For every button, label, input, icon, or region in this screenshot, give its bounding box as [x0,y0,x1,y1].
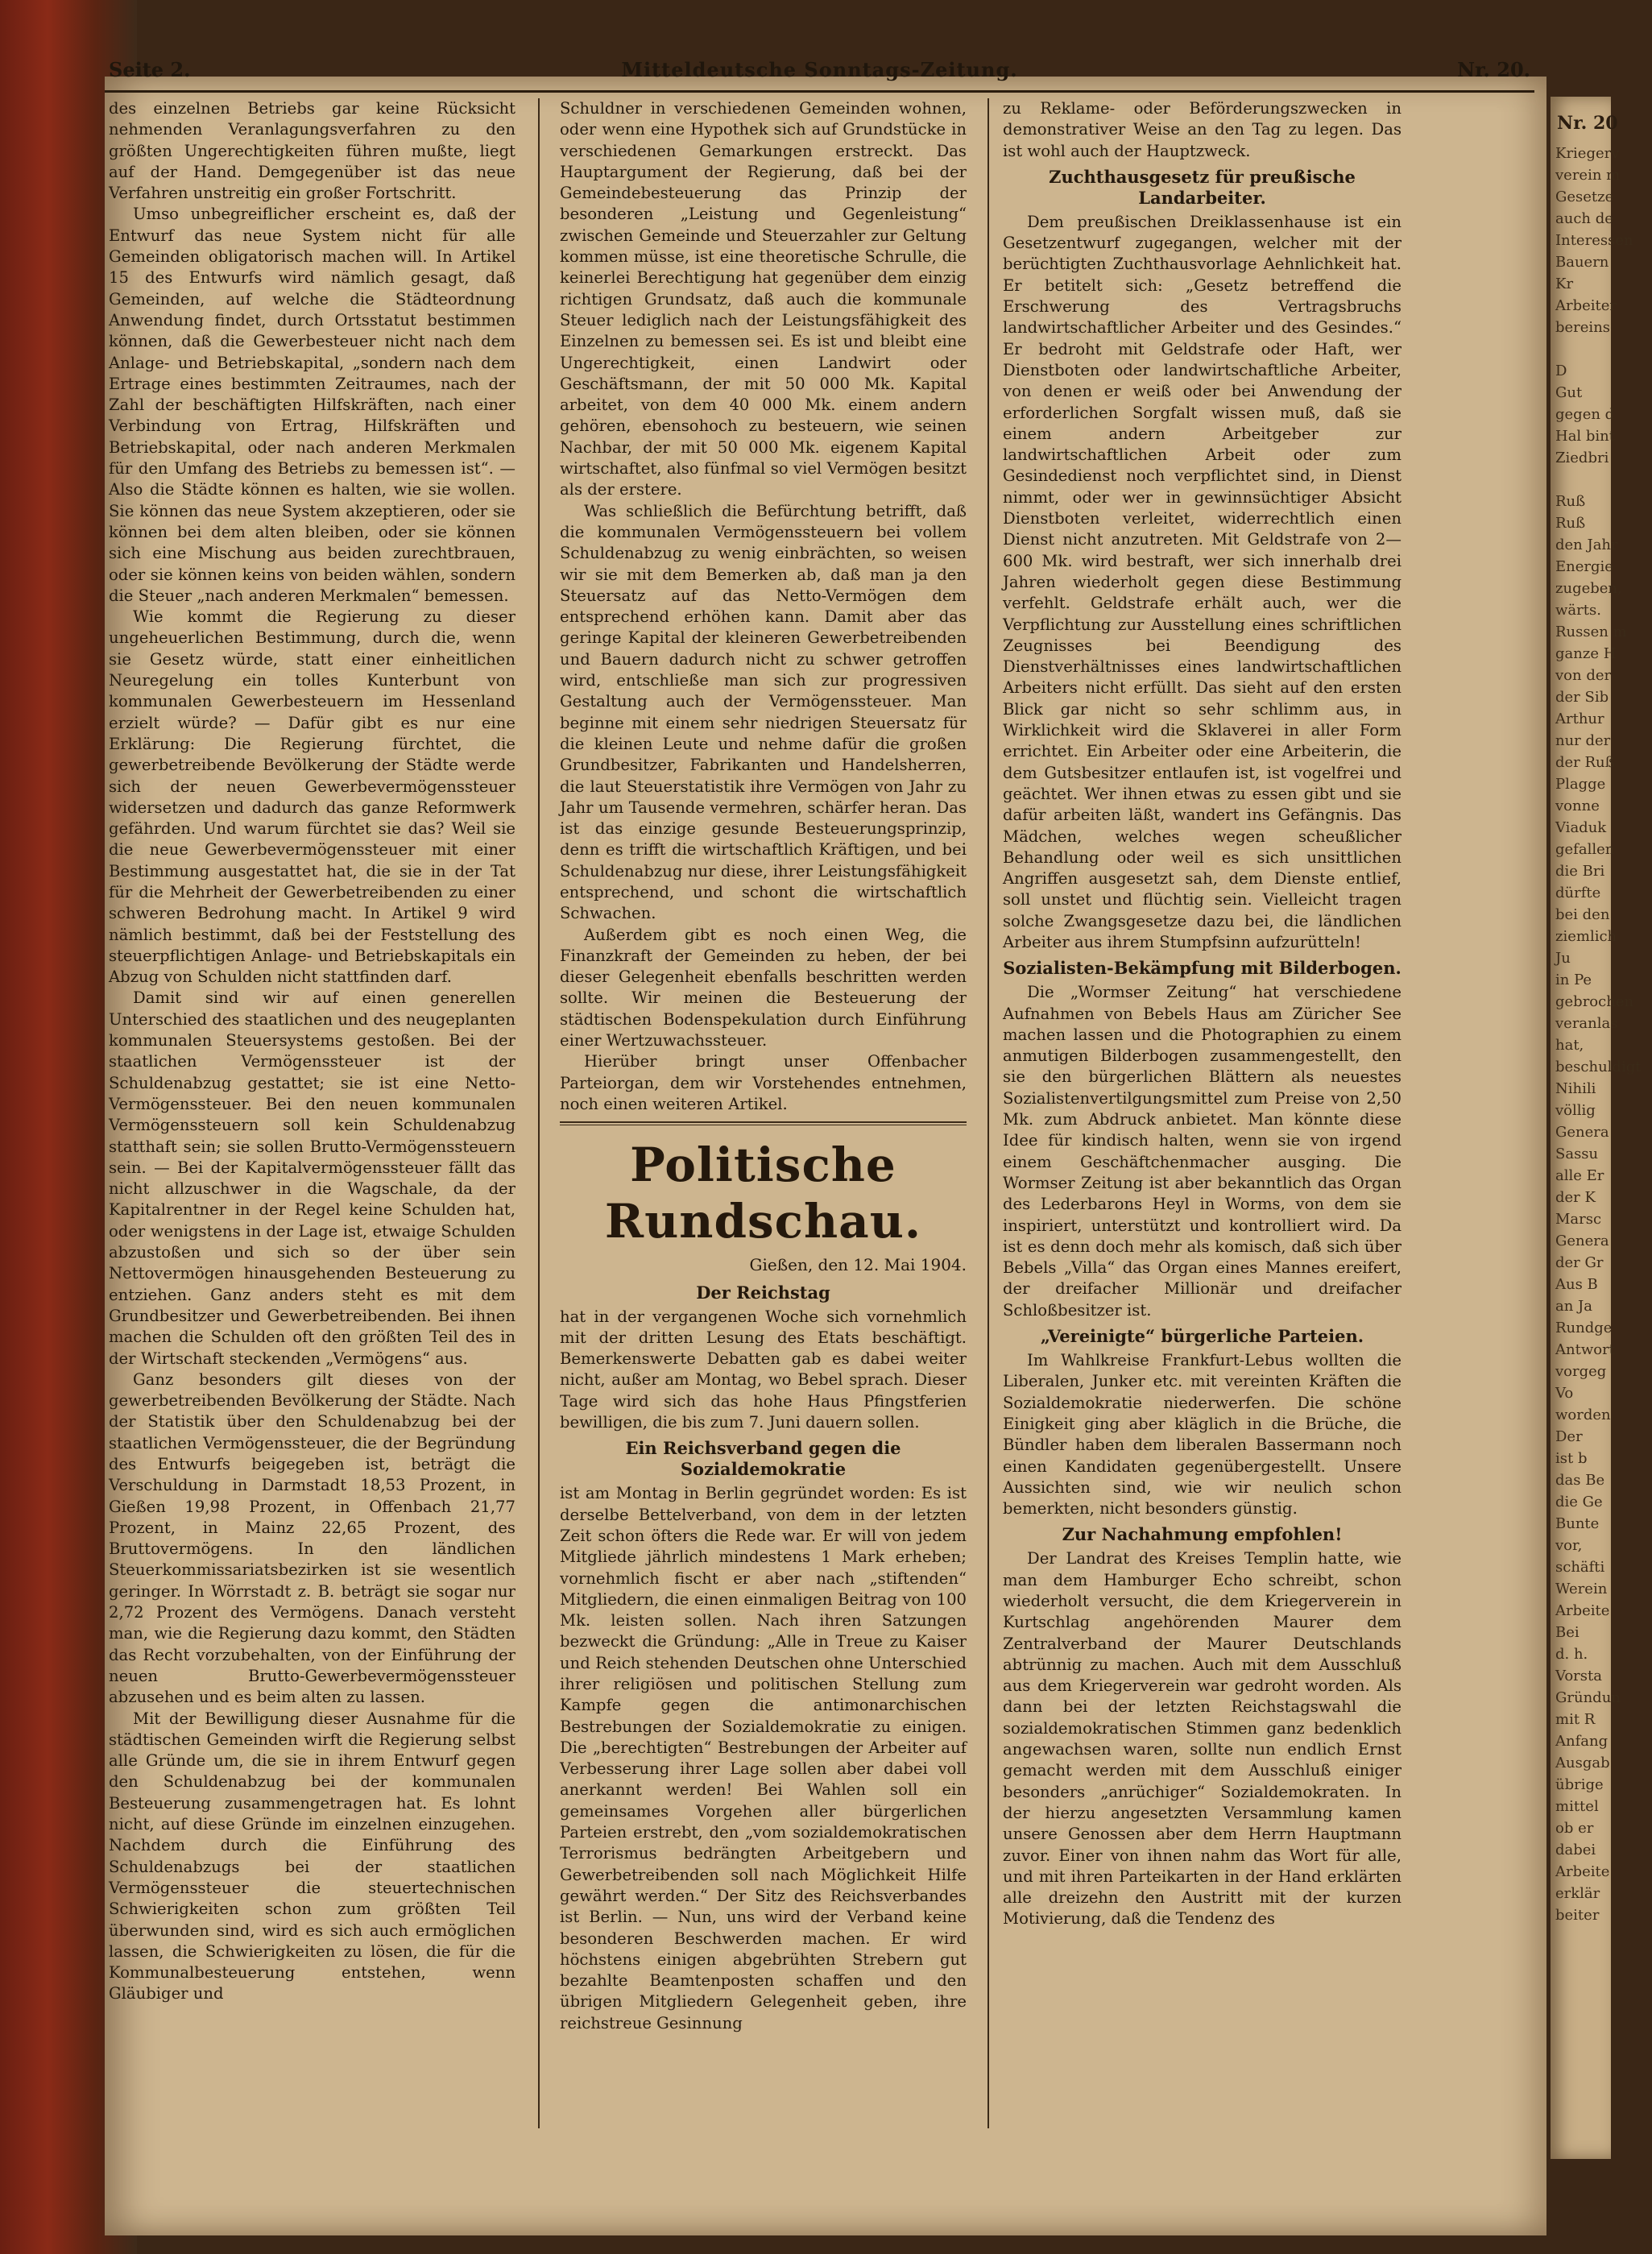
adjacent-page-line: Bunte [1555,1515,1600,1532]
adjacent-page-line: Arbeiter [1555,297,1617,314]
adjacent-page-line: zugeben, [1555,580,1622,597]
header-rule [105,90,1534,93]
paragraph: Ganz besonders gilt dieses von der gewerbetreibenden Bevölkerung der Städte. Nach der Statistik über den Schuldenabzug bei der staatlichen Vermögenssteuer, die der Begründung des Entwurfs beigegeben ist, beträgt die Verschuldung in Darmstadt 18,53 Prozent, in Gießen 19,98 Prozent, in Offenbach 21,77 Prozent, in Mainz 22,65 Prozent, des Bruttovermögens. In den ländlichen Steuerkommissariatsbezirken ist sie wesentlich geringer. In Wörrstadt z. B. beträgt sie sogar nur 2,72 Prozent des Vermögens. Danach versteht man, wie die Regierung dazu kommt, den Städten das Recht vorzubehalten, von der Einführung der neuen Brutto-Gewerbevermögenssteuer abzusehen und es beim alten zu lassen. [109,1369,515,1707]
adjacent-page-line: Sassu [1555,1146,1599,1162]
adjacent-page-line: erklär [1555,1885,1600,1902]
adjacent-page-line: die Bri [1555,863,1605,880]
paragraph: des einzelnen Betriebs gar keine Rücksicht nehmenden Veranlagungsverfahren zu den größten Ungerechtigkeiten führen mußte, liegt auf der Hand. Demgegenüber ist das neue Verfahren unstreitig ein großer Fortschritt. [109,99,515,203]
adjacent-page-line: schäfti [1555,1559,1605,1576]
adjacent-page-line: mit R [1555,1711,1596,1728]
adjacent-page-line: auch de [1555,210,1613,227]
adjacent-page-line: bei den [1555,906,1610,923]
adjacent-page-line: Arbeite [1555,1863,1610,1880]
page-number: Seite 2. [109,58,191,81]
paragraph: Im Wahlkreise Frankfurt-Lebus wollten die Liberalen, Junker etc. mit vereinten Kräften die Sozialdemokratie niederwerfen. Die schöne Einigkeit ging aber kläglich in die Brüche, die Bündler haben dem liberalen Bassermann noch einen Kandidaten gegenübergestellt. Unsere Aussichten sind, wie wir neulich schon bemerkten, nicht besonders günstig. [1003,1351,1402,1519]
adjacent-page-line: veranlas [1555,1015,1618,1032]
paragraph: Was schließlich die Befürchtung betrifft, daß die kommunalen Vermögenssteuern bei vollem Schuldenabzug zu wenig einbrächten, so weisen wir sie mit dem Bemerken ab, daß man ja den Steuersatz auf das Netto-Vermögen dem entsprechend erhöhen kann. Damit aber das geringe Kapital der kleineren Gewerbetreibenden und Bauern dadurch nicht zu schwer getroffen wird, entschließe man sich zur progressiven Gestaltung auch der Vermögenssteuer. Man beginne mit einem sehr niedrigen Steuersatz für die kleinen Leute und nehme dafür die großen Grundbesitzer, Fabrikanten und Handelsherren, die laut Steuerstatistik ihre Vermögen von Jahr zu Jahr um Tausende vermehren, schärfer heran. Das ist das einzige gesunde Besteuerungsprinzip, denn es trifft die wirtschaftlich Kräftigen, und bei Schuldenabzug nur diese, ihrer Leistungsfähigkeit entsprechend, und schont die wirtschaftlich Schwachen. [560,501,967,923]
issue-number: Nr. 20. [1457,58,1530,81]
section-rule [560,1121,967,1123]
adjacent-page-line: Arbeite [1555,1602,1610,1619]
adjacent-page-line [1555,341,1652,363]
adjacent-page-line: hat, [1555,1037,1584,1054]
adjacent-page-header: Nr. 20 [1557,113,1618,134]
adjacent-page-line: in Pe [1555,972,1592,988]
adjacent-page-line: Hal bint [1555,428,1616,445]
adjacent-page-line: der Sib [1555,689,1609,706]
adjacent-page-line: der K [1555,1189,1596,1206]
adjacent-page-line: Gut [1555,384,1583,401]
adjacent-page-line: Aus B [1555,1276,1598,1293]
adjacent-page-line: das Be [1555,1472,1605,1489]
adjacent-page-line: Antwort [1555,1341,1615,1358]
paragraph: zu Reklame- oder Beförderungszwecken in demonstrativer Weise an den Tag zu legen. Das ist wohl auch der Hauptzweck. [1003,99,1402,160]
adjacent-page-line: alle Er [1555,1167,1604,1184]
adjacent-page-text [1555,145,1652,1929]
section-title-politische-rundschau: Politische Rundschau. [604,1137,922,1249]
adjacent-page-line: völlig [1555,1102,1596,1119]
paragraph: Dem preußischen Dreiklassenhause ist ein Gesetzentwurf zugegangen, welcher mit der berüchtigten Zuchthausvorlage Aehnlichkeit hat. Er betitelt sich: „Gesetz betreffend die Erschwerung des Vertragsbruchs landwirtschaftlicher Arbeiter und des Gesindes.“ Er bedroht mit Geldstrafe oder Haft, wer Dienstboten oder landwirtschaftliche Arbeiter, von denen er weiß oder bei Anwendung der erforderlichen Sorgfalt wissen muß, daß sie einem andern Arbeitgeber zur landwirtschaftlichen Arbeit oder zum Gesindedienst noch verpflichtet sind, in Dienst nimmt, oder wer in gewinnsüchtiger Absicht Dienstboten verleitet, widerrechtlich einen Dienst nicht anzutreten. Mit Geldstrafe von 2—600 Mk. wird bestraft, wer sich innerhalb drei Jahren wiederholt gegen diese Bestimmung verfehlt. Geldstrafe erhält auch, wer die Verpflichtung zur Ausstellung eines schriftlichen Zeugnisses bei Beendigung des Dienstverhältnisses eines landwirtschaftlichen Arbeiters nicht erfüllt. Das sieht auf den ersten Blick gar nicht so sehr schlimm aus, in Wirklichkeit wird die Sklaverei in aller Form errichtet. Ein Arbeiter oder eine Arbeiterin, die dem Gutsbesitzer entlaufen ist, ist vogelfrei und geächtet. Wer ihnen etwas zu essen gibt und sie dafür arbeiten läßt, wandert ins Gefängnis. Das Mädchen, welches wegen scheußlicher Behandlung oder weil es sich unsittlichen Angriffen ausgesetzt sah, dem Dienste entlief, soll unstet und flüchtig sein. Vielleicht tragen solche Zwangsgesetze dazu bei, die ländlichen Arbeiter aus ihrem Stumpfsinn aufzurütteln! [1003,212,1402,951]
adjacent-page-line: Gesetze [1555,189,1614,205]
adjacent-page-line: Werein [1555,1581,1608,1597]
adjacent-page-line: übrige [1555,1776,1604,1793]
adjacent-page-line: Vorsta [1555,1668,1602,1684]
adjacent-page-line: Rundge [1555,1320,1613,1336]
adjacent-page-line: gebrochen [1555,993,1634,1010]
adjacent-page-line: Ju [1555,950,1571,967]
adjacent-page-line: gegen d [1555,406,1615,423]
paragraph: Wie kommt die Regierung zu dieser ungeheuerlichen Bestimmung, durch die, wenn sie Gesetz würde, statt einer einheitlichen Neuregelung ein tolles Kunterbunt von kommunalen Gewerbesteuern im Hessenland erzielt würde? — Dafür gibt es nur eine Erklärung: Die Regierung fürchtet, die gewerbetreibende Bevölkerung der Städte werde sich der neuen Gewerbevermögenssteuer widersetzen und dadurch das ganze Reformwerk gefährden. Und warum fürchtet sie das? Weil sie die neue Gewerbevermögenssteuer mit einer Bestimmung ausgestattet hat, die sie in der Tat für die Mehrheit der Gewerbetreibenden zu einer schweren Bedrohung macht. In Artikel 9 wird nämlich bestimmt, daß bei der Feststellung des steuerpflichtigen Anlage- und Betriebskapitals ein Abzug von Schulden nicht stattfinden darf. [109,607,515,987]
adjacent-page-line: Bauern [1555,254,1609,271]
adjacent-page-line: Ziedbri [1555,450,1609,466]
paragraph: ist am Montag in Berlin gegründet worden: Es ist derselbe Bettelverband, von dem in der letzten Zeit schon öfters die Rede war. Er will von jedem Mitgliede jährlich mindestens 1 Mark erheben; vornehmlich fischt er aber nach „stiftenden“ Mitgliedern, die einen einmaligen Beitrag von 100 Mk. leisten sollen. Nach ihren Satzungen bezweckt die Gründung: „Alle in Treue zu Kaiser und Reich stehenden Deutschen ohne Unterschied ihrer religiösen und politischen Stellung zum Kampfe gegen die antimonarchischen Bestrebungen der Sozialdemokratie zu einigen. Die „berechtigten“ Bestrebungen der Arbeiter auf Verbesserung ihrer Lage sollen aber dabei voll anerkannt werden! Bei Wahlen soll ein gemeinsames Vorgehen aller bürgerlichen Parteien erstrebt, den „vom sozialdemokratischen Terrorismus bedrängten Arbeitgebern und Gewerbetreibenden soll nach Möglichkeit Hilfe gewährt werden.“ Der Sitz des Reichsverbandes ist Berlin. — Nun, uns wird der Verband keine besonderen Beschwerden machen. Er wird höchstens einigen abgebrühten Strebern gut bezahlte Beamtenposten schaffen und den übrigen Mitgliedern Gelegenheit geben, ihre reichstreue Gesinnung [560,1484,967,2032]
adjacent-page-edge [1551,97,1642,2159]
adjacent-page-line: worden [1555,1407,1611,1423]
article-title-nachahmung: Zur Nachahmung empfohlen! [1062,1524,1343,1545]
article-title-sozialisten: Sozialisten-Bekämpfung mit Bilderbogen. [1003,958,1402,979]
adjacent-page-line: dabei [1555,1842,1596,1858]
adjacent-page-line: Plagge [1555,776,1606,793]
adjacent-page-line: ist b [1555,1450,1588,1467]
column-2 [560,98,967,2136]
adjacent-page-line: vonne [1555,798,1600,814]
adjacent-page-line: wärts. [1555,602,1601,619]
page-header [109,58,1530,90]
paragraph: Schuldner in verschiedenen Gemeinden wohnen, oder wenn eine Hypothek sich auf Grundstücke in verschiedenen Gemarkungen erstreckt. Das Hauptargument der Regierung, daß bei der Gemeindebesteuerung das Prinzip der besonderen „Leistung und Gegenleistung“ zwischen Gemeinde und Steuerzahler zur Geltung kommen müsse, ist eine theoretische Schrulle, die keinerlei Berechtigung hat gegenüber dem einzig richtigen Grundsatz, daß auch die kommunale Steuer lediglich nach der Leistungsfähigkeit des Einzelnen zu bemessen sei. Es ist und bleibt eine Ungerechtigkeit, einen Landwirt oder Geschäftsmann, der mit 50 000 Mk. Kapital arbeitet, von dem 40 000 Mk. einem andern gehören, ebensohoch zu besteuern, wie seinen Nachbar, der mit 50 000 Mk. eigenem Kapital wirtschaftet, also fünfmal so viel Vermögen besitzt als der erstere. [560,99,967,499]
adjacent-page-line: ganze H [1555,645,1617,662]
article-title-reichsverband: Ein Reichsverband gegen die Sozialdemokratie [625,1438,901,1480]
adjacent-page-line: d. h. [1555,1646,1588,1663]
adjacent-page-line: der Gr [1555,1254,1604,1271]
adjacent-page-line: Der [1555,1428,1583,1445]
article-title-vereinigte: „Vereinigte“ bürgerliche Parteien. [1040,1326,1364,1347]
adjacent-page-line: Russen m [1555,624,1627,640]
paragraph: Umso unbegreiflicher erscheint es, daß der Entwurf das neue System nicht für alle Gemeinden obligatorisch machen will. In Artikel 15 des Entwurfs wird nämlich gesagt, daß Gemeinden, auf welche die Städteordnung Anwendung findet, durch Ortsstatut bestimmen können, daß die Gewerbesteuer nicht nach dem Anlage- und Betriebskapital, „sondern nach dem Ertrage eines bestimmten Zeitraumes, nach der Zahl der beschäftigten Hilfskräften, nach einer Verbindung von Ertrag, Hilfskräften und Betriebskapital, oder nach anderen Merkmalen für den Umfang des Betriebs zu bemessen ist“. — Also die Städte können es halten, wie sie wollen. Sie können das neue System akzeptieren, oder sie können bei dem alten bleiben, oder sie können sich eine Mischung aus beiden zurechtbrauen, oder sie können keins von beiden wählen, sondern die Steuer „nach anderen Merkmalen“ bemessen. [109,205,515,605]
adjacent-page-line: Interessen [1555,232,1633,249]
adjacent-page-line: die Ge [1555,1494,1603,1510]
adjacent-page-line: vorgeg [1555,1363,1607,1380]
adjacent-page-line: Marsc [1555,1211,1602,1228]
adjacent-page-line: Vo [1555,1385,1574,1402]
adjacent-page-line: ziemlich [1555,928,1617,945]
adjacent-page-line [1555,471,1652,493]
adjacent-page-line: Arthur [1555,711,1604,727]
adjacent-page-line: Kriegerv [1555,145,1620,162]
adjacent-page-line: an Ja [1555,1298,1592,1315]
adjacent-page-line: Nihili [1555,1080,1596,1097]
paragraph: Die „Wormser Zeitung“ hat verschiedene Aufnahmen von Bebels Haus am Züricher See machen lassen und die Photographien zu einem anmutigen Bilderbogen zusammengestellt, den sie den bürgerlichen Blättern als neuestes Sozialistenvertilgungsmittel zum Preise von 2,50 Mk. zum Abdruck anbietet. Man könnte diese Idee für kindisch halten, wenn sie von irgend einem Geschäftchenmacher ausging. Die Wormser Zeitung ist aber bekanntlich das Organ des Lederbarons Heyl in Worms, von dem sie inspiriert, unterstützt und kontrolliert wird. Da ist es denn doch mehr als komisch, daß sich über Bebels „Villa“ das Organ eines Mannes ereifert, der dreifacher Millionär und dreifacher Schloßbesitzer ist. [1003,983,1402,1320]
adjacent-page-line: der Ruß [1555,754,1615,771]
adjacent-page-line: gefallen [1555,841,1615,858]
adjacent-page-line: Kr [1555,276,1574,292]
adjacent-page-line: vor, [1555,1537,1583,1554]
adjacent-page-line: D [1555,363,1567,379]
adjacent-page-line: beschuldigt [1555,1059,1642,1075]
adjacent-page-line: mittel [1555,1798,1599,1815]
adjacent-page-line: ob er [1555,1820,1594,1837]
adjacent-page-line: Anfang [1555,1733,1609,1750]
adjacent-page-line: Bei [1555,1624,1580,1641]
column-1 [109,98,515,2136]
adjacent-page-line: dürfte [1555,885,1601,901]
adjacent-page-line: nur der [1555,732,1611,749]
dateline: Gießen, den 12. Mai 1904. [749,1255,967,1275]
article-title-reichstag: Der Reichstag [696,1282,830,1303]
adjacent-page-line: von der [1555,667,1612,684]
column-rule [987,98,989,2128]
paragraph: Damit sind wir auf einen generellen Unterschied des staatlichen und des neugeplanten kommunalen Steuersystems gestoßen. Bei der staatlichen Vermögenssteuer ist der Schuldenabzug gestattet; sie ist eine Netto-Vermögenssteuer. Bei den neuen kommunalen Vermögenssteuern soll kein Schuldenabzug statthaft sein; sie sollen Brutto-Vermögenssteuern sein. — Bei der Kapitalvermögenssteuer fällt das nicht allzuschwer in die Wagschale, da der Kapitalrentner in der Regel keine Schulden hat, oder wenigstens in der Lage ist, etwaige Schulden abzustoßen und sich so der über sein Nettovermögen hinausgehenden Besteuerung zu entziehen. Ganz anders steht es mit dem Grundbesitzer und Gewerbetreibenden. Bei ihnen machen die Schulden oft den größten Teil des in der Wirtschaft steckenden „Vermögens“ aus. [109,988,516,1368]
article-title-zuchthausgesetz: Zuchthausgesetz für preußische Landarbeiter. [1049,166,1356,208]
column-3 [1003,98,1402,2136]
paragraph: Mit der Bewilligung dieser Ausnahme für die städtischen Gemeinden wirft die Regierung selbst alle Gründe um, die sie in ihrem Entwurf gegen den Schuldenabzug bei der kommunalen Besteuerung zusammengetragen hat. Es lohnt nicht, auf diese Gründe im einzelnen einzugehen. Nachdem durch die Einführung des Schuldenabzugs bei der staatlichen Vermögenssteuer die steuertechnischen Schwierigkeiten schon zum größten Teil überwunden sind, wird es sich auch ermöglichen lassen, die Schwierigkeiten zu lösen, die für die Kommunalbesteuerung entstehen, wenn Gläubiger und [109,1709,515,2003]
adjacent-page-line: verein m [1555,167,1621,184]
paragraph: Hierüber bringt unser Offenbacher Parteiorgan, dem wir Vorstehendes entnehmen, noch einen weiteren Artikel. [560,1052,967,1113]
paragraph: hat in der vergangenen Woche sich vornehmlich mit der dritten Lesung des Etats beschäftigt. Bemerkenswerte Debatten gab es dabei weiter nicht, außer am Montag, wo Bebel sprach. Dieser Tage wird sich das hohe Haus Pfingstferien bewilligen, die bis zum 7. Juni dauern sollen. [560,1307,967,1432]
newspaper-title: Mitteldeutsche Sonntags-Zeitung. [621,58,1018,81]
adjacent-page-line: Genera [1555,1124,1609,1141]
adjacent-page-line: den Jahr [1555,537,1618,553]
adjacent-page-line: Viaduk [1555,819,1607,836]
adjacent-page-line: Gründun [1555,1689,1621,1706]
adjacent-page-line: Genera [1555,1233,1609,1249]
adjacent-page-line: bereins [1555,319,1611,336]
column-rule [538,98,540,2128]
adjacent-page-line: Ruß [1555,515,1586,532]
paragraph: Außerdem gibt es noch einen Weg, die Finanzkraft der Gemeinden zu heben, der bei dieser Gelegenheit ebenfalls beschritten werden sollte. Wir meinen die Besteuerung der städtischen Bodenspekulation durch Einführung einer Wertzuwachssteuer. [560,925,967,1050]
adjacent-page-line: beiter [1555,1907,1600,1924]
paragraph: Der Landrat des Kreises Templin hatte, wie man dem Hamburger Echo schreibt, schon wiederholt versucht, die dem Kriegerverein in Kurtschlag angehörenden Maurer dem Zentralverband der Maurer Deutschlands abtrünnig zu machen. Auch mit dem Ausschluß aus dem Kriegerverein war gedroht worden. Als dann bei der letzten Reichstagswahl die sozialdemokratischen Stimmen ganz bedenklich angewachsen waren, sollte nun endlich Ernst gemacht werden mit dem Ausschluß einiger besonders „anrüchiger“ Sozialdemokraten. In der hierzu angesetzten Versammlung kamen unsere Genossen aber dem Herrn Hauptmann zuvor. Einer von ihnen nahm das Wort für alle, und mit ihren Parteikarten in der Hand erklärten alle dreizehn den Austritt mit der kurzen Motivierung, daß die Tendenz des [1003,1549,1402,1929]
adjacent-page-line: Ausgab [1555,1755,1610,1771]
adjacent-page-line: Energie [1555,558,1613,575]
adjacent-page-line: Ruß [1555,493,1586,510]
